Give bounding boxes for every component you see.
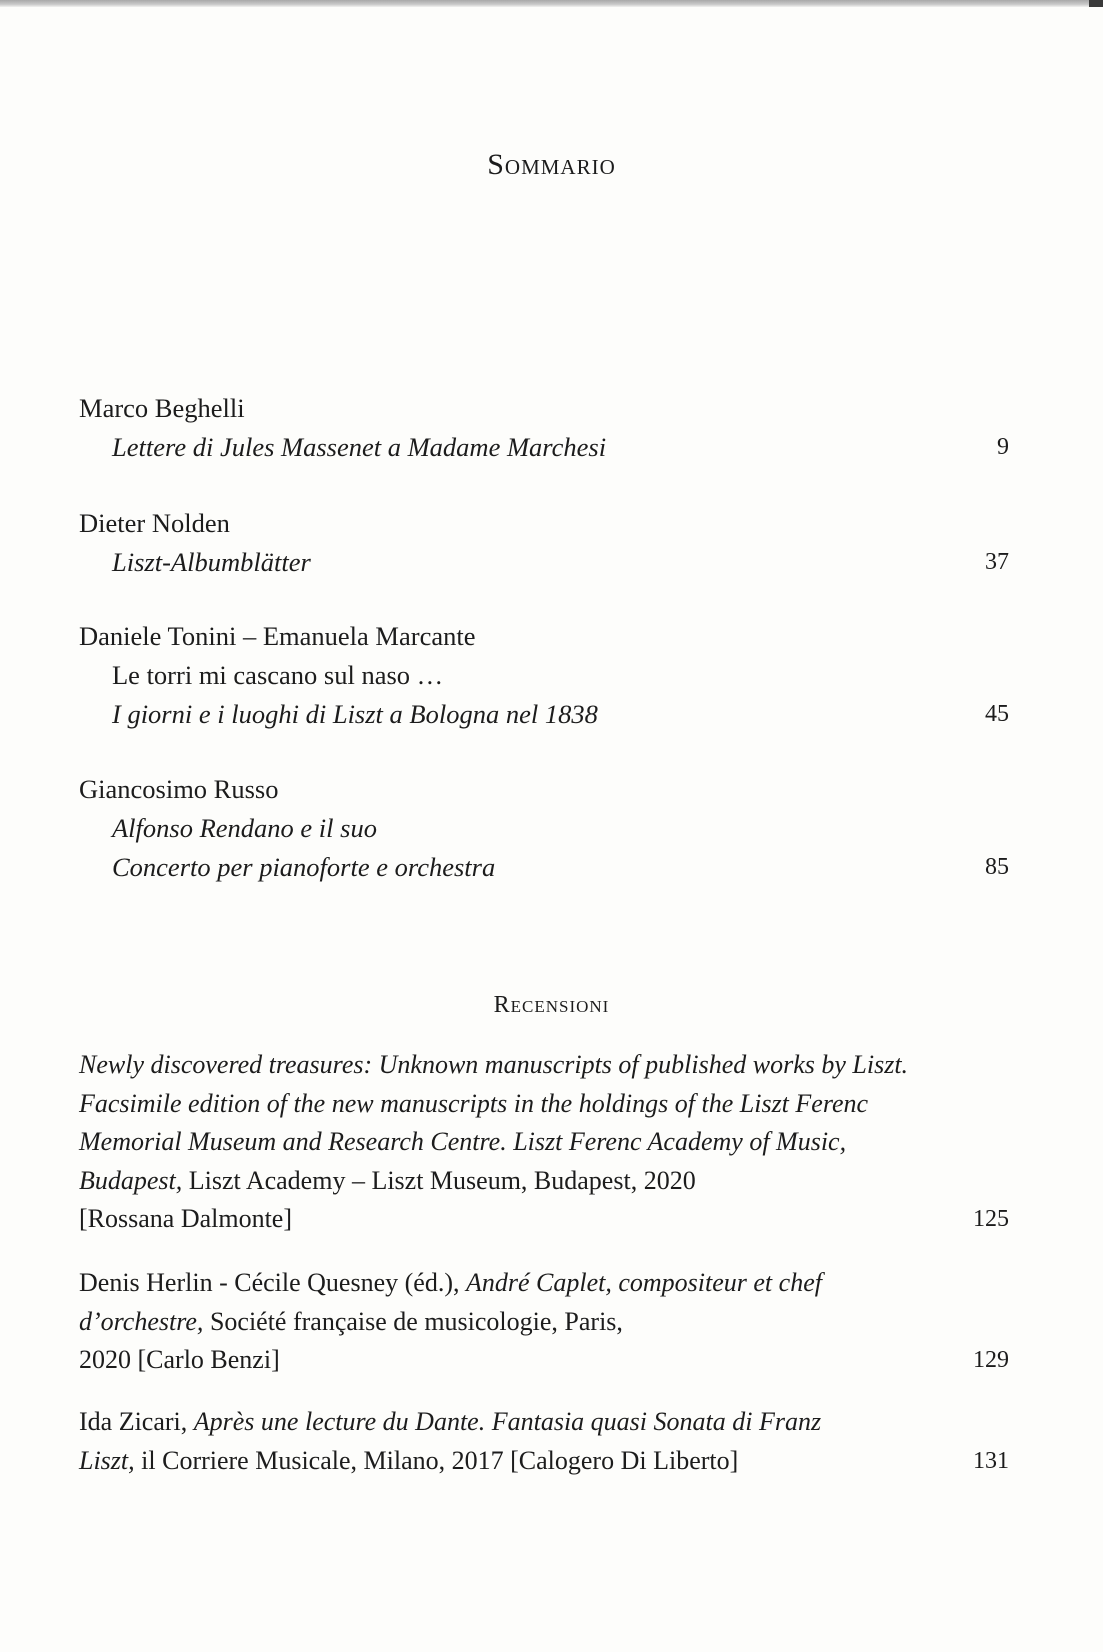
review-text-italic: Memorial Museum and Research Centre. Liszt Ferenc Academy of Music,: [79, 1127, 847, 1156]
review-line: [79, 1341, 1009, 1380]
toc-subtitle: I giorni e i luoghi di Liszt a Bologna nel 1838: [112, 699, 598, 729]
review-text-italic: Budapest,: [79, 1165, 183, 1195]
review-line: [79, 1046, 1009, 1085]
toc-author: Daniele Tonini – Emanuela Marcante: [79, 621, 476, 651]
review-line: [79, 1085, 1009, 1124]
toc-entry: [79, 617, 1009, 734]
toc-page-number: 85: [985, 854, 1009, 880]
review-line: [79, 1442, 1009, 1481]
sommario-heading: Sommario: [487, 148, 616, 181]
review-text-italic: Liszt,: [79, 1445, 135, 1475]
toc-author: Marco Beghelli: [79, 393, 245, 423]
review-line: [79, 1123, 1009, 1162]
review-text-italic: d’orchestre,: [79, 1306, 204, 1336]
review-line: [79, 1303, 1009, 1342]
toc-title-line: Concerto per pianoforte e orchestra: [112, 852, 496, 882]
scan-top-edge: [0, 0, 1103, 7]
review-page-number: 129: [973, 1347, 1009, 1373]
reviewer-name: [Rossana Dalmonte]: [79, 1204, 293, 1233]
review-text: Denis Herlin - Cécile Quesney (éd.),: [79, 1268, 466, 1297]
toc-page-number: 9: [997, 434, 1009, 460]
toc-entry: [79, 504, 1009, 582]
review-page-number: 125: [973, 1206, 1009, 1232]
review-page-number: 131: [973, 1447, 1009, 1474]
recensioni-heading: Recensioni: [493, 992, 610, 1018]
toc-title-line-row: [79, 428, 1009, 467]
toc-title-line: Alfonso Rendano e il suo: [112, 813, 377, 843]
review-line: [79, 1200, 1009, 1239]
review-line: [79, 1403, 1009, 1442]
toc-title-line-row: [79, 848, 1009, 887]
review-text: Société française de musicologie, Paris,: [203, 1306, 623, 1336]
review-entry: [79, 1264, 1009, 1380]
toc-page-number: 37: [985, 549, 1009, 575]
review-text: il Corriere Musicale, Milano, 2017 [Calogero Di Liberto]: [134, 1445, 739, 1475]
review-line: [79, 1264, 1009, 1303]
toc-author: Dieter Nolden: [79, 508, 230, 538]
review-text-italic: Après une lecture du Dante. Fantasia quasi Sonata di Franz: [193, 1407, 822, 1436]
toc-title-line: Le torri mi cascano sul naso …: [112, 660, 444, 690]
review-entry: [79, 1403, 1009, 1480]
review-text-italic: André Caplet, compositeur et chef: [465, 1268, 822, 1297]
review-entry: [79, 1046, 1009, 1239]
toc-page-number: 45: [985, 701, 1009, 727]
toc-title: Lettere di Jules Massenet a Madame Marchesi: [112, 432, 607, 462]
toc-entry: [79, 389, 1009, 467]
toc-entry: [79, 770, 1009, 887]
review-line: [79, 1162, 1009, 1201]
review-text-italic: Facsimile edition of the new manuscripts in the holdings of the Liszt Ferenc: [79, 1088, 869, 1118]
toc-title: Liszt-Albumblätter: [112, 547, 311, 577]
review-text: Ida Zicari,: [79, 1407, 194, 1436]
review-text: Liszt Academy – Liszt Museum, Budapest, 2020: [182, 1165, 696, 1195]
toc-title-line-row: [79, 695, 1009, 734]
review-text-italic: Newly discovered treasures: Unknown manuscripts of published works by Liszt.: [79, 1050, 909, 1079]
reviewer-name: 2020 [Carlo Benzi]: [79, 1345, 280, 1374]
toc-author: Giancosimo Russo: [79, 774, 279, 804]
toc-title-line-row: [79, 543, 1009, 582]
